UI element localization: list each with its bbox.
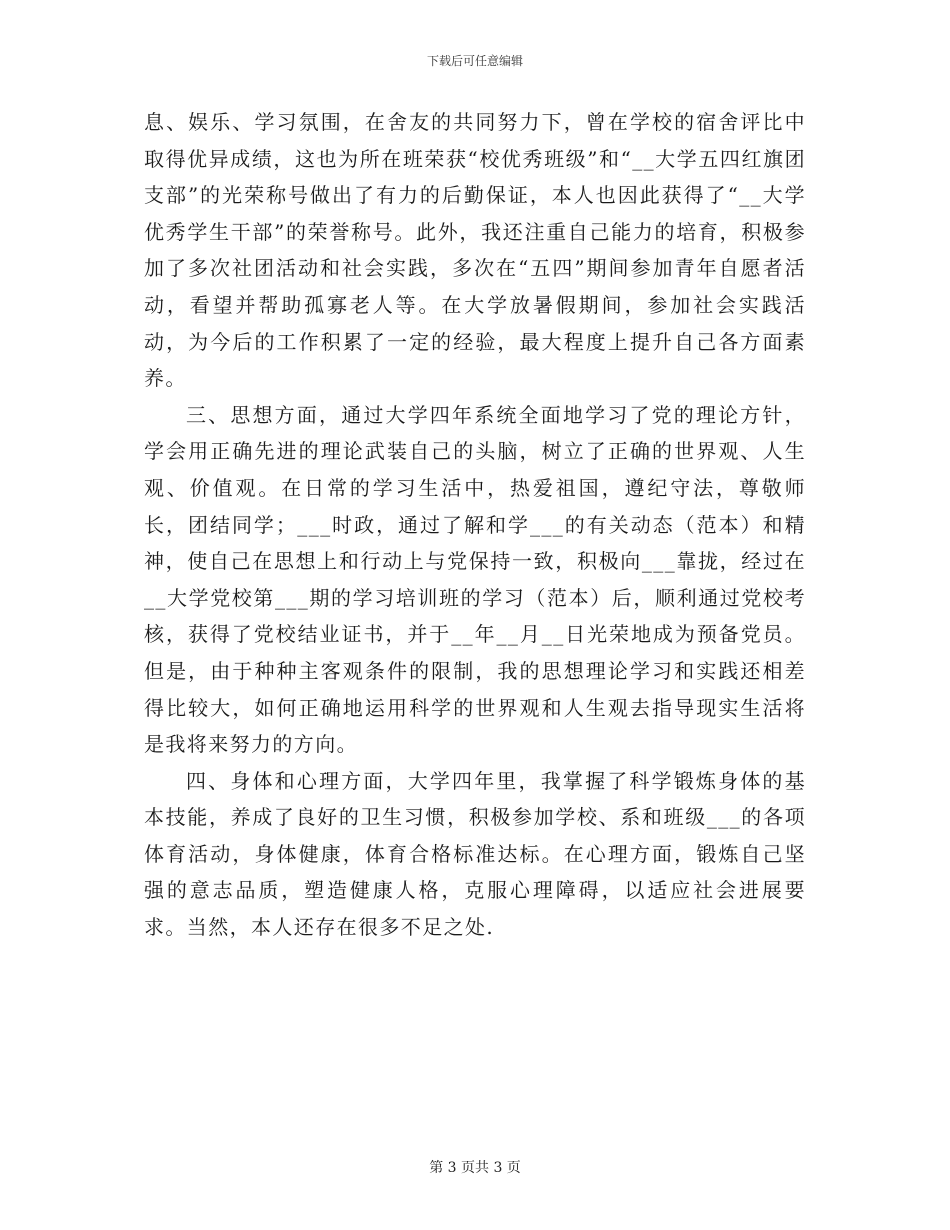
paragraph-health: 四、身体和心理方面，大学四年里，我掌握了科学锻炼身体的基本技能，养成了良好的卫生习惯，积极参加学校、系和班级___的各项体育活动，身体健康，体育合格标准达标。在心理方面，锻炼自己坚强的意志品质，塑造健康人格，克服心理障碍，以适应社会进展要求。当然，本人还存在很多不足之处. (144, 768, 806, 940)
page-number-footer: 第 3 页共 3 页 (429, 1160, 521, 1176)
document-body (144, 104, 806, 946)
paragraph-continued: 息、娱乐、学习氛围，在舍友的共同努力下，曾在学校的宿舍评比中取得优异成绩，这也为所在班荣获“校优秀班级”和“__大学五四红旗团支部”的光荣称号做出了有力的后勤保证，本人也因此获得了“__大学优秀学生干部”的荣誉称号。此外，我还注重自己能力的培育，积极参加了多次社团活动和社会实践，多次在“五四”期间参加青年自愿者活动，看望并帮助孤寡老人等。在大学放暑假期间，参加社会实践活动，为今后的工作积累了一定的经验，最大程度上提升自己各方面素养。 (144, 110, 806, 391)
paragraph-ideology: 三、思想方面，通过大学四年系统全面地学习了党的理论方针，学会用正确先进的理论武装自己的头脑，树立了正确的世界观、人生观、价值观。在日常的学习生活中，热爱祖国，遵纪守法，尊敬师长，团结同学；___时政，通过了解和学___的有关动态（范本）和精神，使自己在思想上和行动上与党保持一致，积极向___靠拢，经过在__大学党校第___期的学习培训班的学习（范本）后，顺利通过党校考核，获得了党校结业证书，并于__年__月__日光荣地成为预备党员。但是，由于种种主客观条件的限制，我的思想理论学习和实践还相差得比较大，如何正确地运用科学的世界观和人生观去指导现实生活将是我将来努力的方向。 (144, 402, 806, 757)
page-header: 下载后可任意编辑 (426, 54, 523, 68)
